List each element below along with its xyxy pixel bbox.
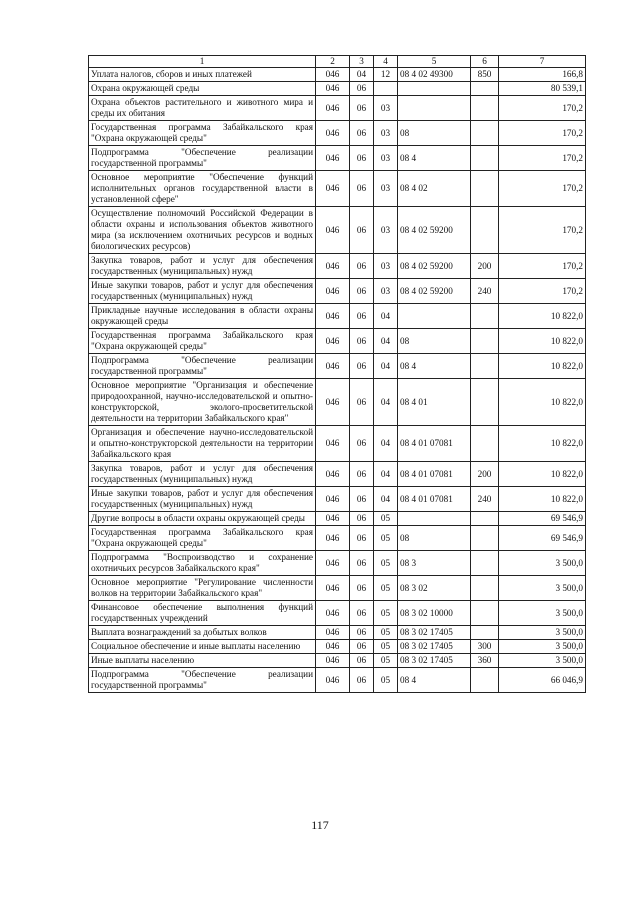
- amount-cell: 3 500,0: [499, 640, 586, 654]
- table-row: [89, 207, 586, 254]
- admin-code-cell: 046: [316, 304, 350, 329]
- expense-type-cell: 200: [471, 254, 499, 279]
- row-name-cell: Основное мероприятие "Организация и обеспечение природоохранной, научно-исследовательской и опытно- конструкторской, эколого-просветительской деятельности на территории Забайкальского края": [89, 379, 316, 426]
- row-name-cell: Прикладные научные исследования в области охраны окружающей среды: [89, 304, 316, 329]
- table-row: [89, 576, 586, 601]
- subsection-cell: 05: [374, 601, 398, 626]
- column-header: 6: [471, 56, 499, 68]
- section-cell: 06: [350, 601, 374, 626]
- subsection-cell: 04: [374, 426, 398, 462]
- expense-type-cell: [471, 626, 499, 640]
- table-row: [89, 654, 586, 668]
- target-article-cell: 08: [398, 329, 471, 354]
- row-name-cell: Организация и обеспечение научно-исследовательской и опытно-конструкторской деятельности на территории Забайкальского края: [89, 426, 316, 462]
- expense-type-cell: [471, 121, 499, 146]
- target-article-cell: 08 4 02 59200: [398, 254, 471, 279]
- subsection-cell: 05: [374, 640, 398, 654]
- subsection-cell: 03: [374, 146, 398, 171]
- target-article-cell: [398, 304, 471, 329]
- section-cell: 06: [350, 487, 374, 512]
- column-header: 2: [316, 56, 350, 68]
- row-name-cell: Осуществление полномочий Российской Федерации в области охраны и использования объектов животного мира (за исключением охотничьих ресурсов и водных биологических ресурсов): [89, 207, 316, 254]
- target-article-cell: 08 4: [398, 354, 471, 379]
- target-article-cell: 08 4 02: [398, 171, 471, 207]
- admin-code-cell: 046: [316, 254, 350, 279]
- table-row: [89, 626, 586, 640]
- target-article-cell: 08 3 02 17405: [398, 640, 471, 654]
- table-row: [89, 462, 586, 487]
- row-name-cell: Закупка товаров, работ и услуг для обеспечения государственных (муниципальных) нужд: [89, 254, 316, 279]
- row-name-cell: Подпрограмма "Воспроизводство и сохранение охотничьих ресурсов Забайкальского края": [89, 551, 316, 576]
- subsection-cell: 05: [374, 576, 398, 601]
- table-row: [89, 329, 586, 354]
- target-article-cell: [398, 512, 471, 526]
- target-article-cell: 08 4 02 59200: [398, 279, 471, 304]
- subsection-cell: 04: [374, 462, 398, 487]
- amount-cell: 66 046,9: [499, 668, 586, 693]
- target-article-cell: 08 3 02 10000: [398, 601, 471, 626]
- expense-type-cell: 200: [471, 462, 499, 487]
- table-row: [89, 354, 586, 379]
- table-row: [89, 304, 586, 329]
- target-article-cell: 08 4 02 49300: [398, 68, 471, 82]
- section-cell: 06: [350, 379, 374, 426]
- expense-type-cell: [471, 601, 499, 626]
- column-header: 1: [89, 56, 316, 68]
- expense-type-cell: [471, 576, 499, 601]
- target-article-cell: 08 3 02 17405: [398, 654, 471, 668]
- table-row: [89, 551, 586, 576]
- subsection-cell: 03: [374, 279, 398, 304]
- subsection-cell: 04: [374, 354, 398, 379]
- section-cell: 06: [350, 304, 374, 329]
- amount-cell: 170,2: [499, 96, 586, 121]
- admin-code-cell: 046: [316, 96, 350, 121]
- admin-code-cell: 046: [316, 668, 350, 693]
- expense-type-cell: [471, 379, 499, 426]
- expense-type-cell: [471, 668, 499, 693]
- table-row: [89, 426, 586, 462]
- subsection-cell: [374, 82, 398, 96]
- target-article-cell: 08: [398, 121, 471, 146]
- admin-code-cell: 046: [316, 354, 350, 379]
- section-cell: 06: [350, 462, 374, 487]
- admin-code-cell: 046: [316, 626, 350, 640]
- row-name-cell: Подпрограмма "Обеспечение реализации государственной программы": [89, 354, 316, 379]
- amount-cell: 166,8: [499, 68, 586, 82]
- table-row: [89, 171, 586, 207]
- amount-cell: 3 500,0: [499, 626, 586, 640]
- target-article-cell: 08 4 01: [398, 379, 471, 426]
- expense-type-cell: [471, 512, 499, 526]
- target-article-cell: 08 4 01 07081: [398, 426, 471, 462]
- row-name-cell: Основное мероприятие "Обеспечение функций исполнительных органов государственной власти в установленной сфере": [89, 171, 316, 207]
- table-body: [89, 68, 586, 693]
- table-row: [89, 121, 586, 146]
- expense-type-cell: [471, 82, 499, 96]
- section-cell: 06: [350, 329, 374, 354]
- amount-cell: 10 822,0: [499, 426, 586, 462]
- column-header: 4: [374, 56, 398, 68]
- column-header: 3: [350, 56, 374, 68]
- subsection-cell: 12: [374, 68, 398, 82]
- amount-cell: 170,2: [499, 146, 586, 171]
- expense-type-cell: [471, 354, 499, 379]
- row-name-cell: Государственная программа Забайкальского края "Охрана окружающей среды": [89, 121, 316, 146]
- amount-cell: 10 822,0: [499, 487, 586, 512]
- table-row: [89, 379, 586, 426]
- section-cell: 06: [350, 171, 374, 207]
- admin-code-cell: 046: [316, 379, 350, 426]
- amount-cell: 69 546,9: [499, 512, 586, 526]
- subsection-cell: 04: [374, 329, 398, 354]
- table-row: [89, 146, 586, 171]
- expense-type-cell: [471, 329, 499, 354]
- subsection-cell: 03: [374, 96, 398, 121]
- subsection-cell: 04: [374, 379, 398, 426]
- admin-code-cell: 046: [316, 68, 350, 82]
- expense-type-cell: [471, 426, 499, 462]
- target-article-cell: 08 4 01 07081: [398, 487, 471, 512]
- admin-code-cell: 046: [316, 329, 350, 354]
- table-row: [89, 512, 586, 526]
- section-cell: 06: [350, 354, 374, 379]
- target-article-cell: [398, 82, 471, 96]
- amount-cell: 10 822,0: [499, 462, 586, 487]
- row-name-cell: Иные выплаты населению: [89, 654, 316, 668]
- row-name-cell: Подпрограмма "Обеспечение реализации государственной программы": [89, 146, 316, 171]
- table-row: [89, 279, 586, 304]
- page-number: 117: [311, 818, 329, 832]
- section-cell: 06: [350, 207, 374, 254]
- table-row: [89, 68, 586, 82]
- section-cell: 06: [350, 576, 374, 601]
- admin-code-cell: 046: [316, 576, 350, 601]
- row-name-cell: Основное мероприятие "Регулирование численности волков на территории Забайкальского края": [89, 576, 316, 601]
- admin-code-cell: 046: [316, 121, 350, 146]
- target-article-cell: 08 4: [398, 146, 471, 171]
- admin-code-cell: 046: [316, 512, 350, 526]
- target-article-cell: 08 4: [398, 668, 471, 693]
- amount-cell: 10 822,0: [499, 354, 586, 379]
- expense-type-cell: 240: [471, 487, 499, 512]
- row-name-cell: Иные закупки товаров, работ и услуг для обеспечения государственных (муниципальных) нужд: [89, 487, 316, 512]
- table-row: [89, 254, 586, 279]
- admin-code-cell: 046: [316, 207, 350, 254]
- row-name-cell: Государственная программа Забайкальского края "Охрана окружающей среды": [89, 526, 316, 551]
- subsection-cell: 05: [374, 626, 398, 640]
- expense-type-cell: 850: [471, 68, 499, 82]
- row-name-cell: Подпрограмма "Обеспечение реализации государственной программы": [89, 668, 316, 693]
- table-row: [89, 640, 586, 654]
- subsection-cell: 05: [374, 654, 398, 668]
- expense-type-cell: [471, 146, 499, 171]
- expense-type-cell: [471, 96, 499, 121]
- amount-cell: 10 822,0: [499, 304, 586, 329]
- section-cell: 06: [350, 146, 374, 171]
- amount-cell: 170,2: [499, 171, 586, 207]
- amount-cell: 170,2: [499, 279, 586, 304]
- target-article-cell: 08 4 02 59200: [398, 207, 471, 254]
- admin-code-cell: 046: [316, 551, 350, 576]
- amount-cell: 10 822,0: [499, 329, 586, 354]
- admin-code-cell: 046: [316, 640, 350, 654]
- row-name-cell: Охрана окружающей среды: [89, 82, 316, 96]
- section-cell: 06: [350, 654, 374, 668]
- subsection-cell: 05: [374, 512, 398, 526]
- section-cell: 06: [350, 640, 374, 654]
- section-cell: 06: [350, 426, 374, 462]
- section-cell: 06: [350, 668, 374, 693]
- amount-cell: 170,2: [499, 121, 586, 146]
- expense-type-cell: [471, 551, 499, 576]
- table-row: [89, 668, 586, 693]
- expense-type-cell: 300: [471, 640, 499, 654]
- subsection-cell: 05: [374, 551, 398, 576]
- target-article-cell: 08 4 01 07081: [398, 462, 471, 487]
- subsection-cell: 04: [374, 487, 398, 512]
- target-article-cell: 08 3: [398, 551, 471, 576]
- column-header: 5: [398, 56, 471, 68]
- section-cell: 06: [350, 254, 374, 279]
- section-cell: 06: [350, 526, 374, 551]
- amount-cell: 80 539,1: [499, 82, 586, 96]
- subsection-cell: 05: [374, 668, 398, 693]
- amount-cell: 10 822,0: [499, 379, 586, 426]
- row-name-cell: Закупка товаров, работ и услуг для обеспечения государственных (муниципальных) нужд: [89, 462, 316, 487]
- section-cell: 06: [350, 551, 374, 576]
- section-cell: 06: [350, 512, 374, 526]
- row-name-cell: Выплата вознаграждений за добытых волков: [89, 626, 316, 640]
- table-row: [89, 96, 586, 121]
- table-header-row: [89, 56, 586, 68]
- target-article-cell: 08: [398, 526, 471, 551]
- expense-type-cell: [471, 304, 499, 329]
- table-row: [89, 82, 586, 96]
- admin-code-cell: 046: [316, 526, 350, 551]
- expense-type-cell: 360: [471, 654, 499, 668]
- admin-code-cell: 046: [316, 601, 350, 626]
- section-cell: 06: [350, 626, 374, 640]
- row-name-cell: Социальное обеспечение и иные выплаты населению: [89, 640, 316, 654]
- expense-type-cell: [471, 207, 499, 254]
- amount-cell: 3 500,0: [499, 654, 586, 668]
- subsection-cell: 03: [374, 171, 398, 207]
- section-cell: 06: [350, 279, 374, 304]
- amount-cell: 170,2: [499, 207, 586, 254]
- expense-type-cell: 240: [471, 279, 499, 304]
- admin-code-cell: 046: [316, 654, 350, 668]
- row-name-cell: Финансовое обеспечение выполнения функций государственных учреждений: [89, 601, 316, 626]
- section-cell: 04: [350, 68, 374, 82]
- expense-type-cell: [471, 526, 499, 551]
- target-article-cell: 08 3 02: [398, 576, 471, 601]
- amount-cell: 3 500,0: [499, 576, 586, 601]
- expense-type-cell: [471, 171, 499, 207]
- budget-table: [88, 55, 586, 693]
- table-row: [89, 526, 586, 551]
- subsection-cell: 03: [374, 121, 398, 146]
- table-row: [89, 487, 586, 512]
- row-name-cell: Уплата налогов, сборов и иных платежей: [89, 68, 316, 82]
- admin-code-cell: 046: [316, 82, 350, 96]
- table-row: [89, 601, 586, 626]
- target-article-cell: [398, 96, 471, 121]
- section-cell: 06: [350, 121, 374, 146]
- amount-cell: 170,2: [499, 254, 586, 279]
- admin-code-cell: 046: [316, 462, 350, 487]
- row-name-cell: Другие вопросы в области охраны окружающей среды: [89, 512, 316, 526]
- row-name-cell: Охрана объектов растительного и животного мира и среды их обитания: [89, 96, 316, 121]
- amount-cell: 3 500,0: [499, 601, 586, 626]
- row-name-cell: Государственная программа Забайкальского края "Охрана окружающей среды": [89, 329, 316, 354]
- amount-cell: 3 500,0: [499, 551, 586, 576]
- admin-code-cell: 046: [316, 487, 350, 512]
- section-cell: 06: [350, 82, 374, 96]
- admin-code-cell: 046: [316, 426, 350, 462]
- admin-code-cell: 046: [316, 171, 350, 207]
- column-header: 7: [499, 56, 586, 68]
- admin-code-cell: 046: [316, 279, 350, 304]
- subsection-cell: 03: [374, 207, 398, 254]
- subsection-cell: 03: [374, 254, 398, 279]
- admin-code-cell: 046: [316, 146, 350, 171]
- target-article-cell: 08 3 02 17405: [398, 626, 471, 640]
- amount-cell: 69 546,9: [499, 526, 586, 551]
- subsection-cell: 05: [374, 526, 398, 551]
- subsection-cell: 04: [374, 304, 398, 329]
- row-name-cell: Иные закупки товаров, работ и услуг для обеспечения государственных (муниципальных) нужд: [89, 279, 316, 304]
- section-cell: 06: [350, 96, 374, 121]
